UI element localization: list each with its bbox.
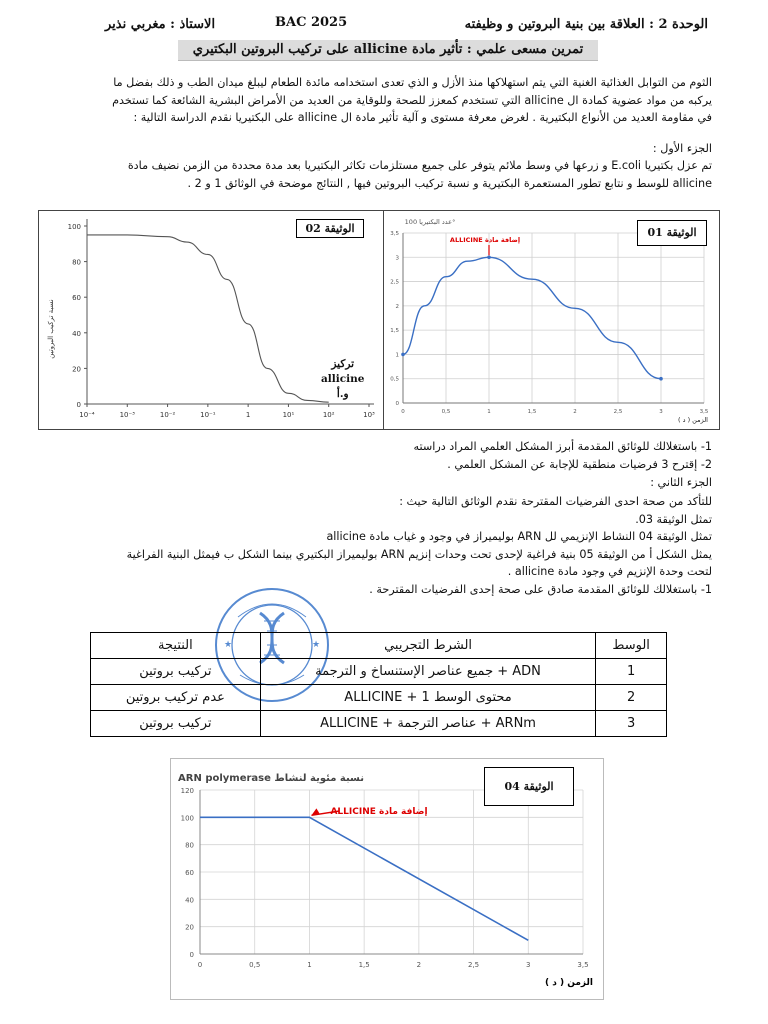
doc02-panel — [38, 210, 385, 430]
doc02-x-axis-label — [321, 357, 364, 402]
cell-result: عدم تركيب بروتين — [91, 685, 261, 711]
doc01-x-axis-label: الزمن ( د ) — [678, 416, 708, 424]
part2-line: للتأكد من صحة احدى الفرضيات المقترحة نقدم الوثائق التالية حيث : — [399, 495, 712, 508]
part1-heading: الجزء الأول : — [652, 142, 712, 155]
part1-line: allicine للوسط و نتابع تطور المستعمرة البكتيرية و نسبة تركيب البروتين فيها , النتائج موضحة في الوثائق 1 و 2 . — [187, 176, 712, 190]
doc04-y-tick-label: 20 — [185, 923, 194, 932]
header-medium: الوسط — [596, 633, 667, 659]
doc04-x-tick-label: 3 — [526, 961, 531, 969]
doc02-xlabel-line: تركيز — [331, 358, 355, 370]
doc04-x-tick-label: 0 — [197, 961, 203, 969]
cell-condition: محتوى الوسط 1 + ALLICINE — [260, 685, 596, 711]
part2-line: تمثل الوثيقة 04 النشاط الإنزيمي لل ARN بوليميراز في وجود و غياب مادة allicine — [326, 530, 712, 543]
header-result: النتيجة — [91, 633, 261, 659]
doc01-y-tick-label: 1 — [395, 352, 399, 359]
bac-year: BAC 2025 — [275, 15, 348, 30]
doc01-y-tick-label: 1,5 — [390, 328, 399, 335]
question-item: 2- إقترح 3 فرضيات منطقية للإجابة عن المشكل العلمي . — [447, 457, 712, 471]
doc04-y-tick-label: 120 — [180, 787, 194, 795]
doc02-y-tick-label: 40 — [72, 329, 81, 338]
doc02-x-tick-label: 10³ — [363, 411, 375, 419]
doc04-annotation: ALLICINE إضافة مادة — [330, 807, 428, 817]
doc04-x-tick-label: 1 — [307, 961, 312, 969]
part1-questions — [212, 438, 712, 473]
cell-medium: 3 — [596, 711, 667, 737]
doc01-y-tick-label: 2,5 — [390, 279, 399, 286]
doc01-y-tick-label: 3 — [395, 255, 399, 262]
doc01-y-tick-label: 3,5 — [390, 231, 399, 237]
doc02-x-tick-label: 10⁻⁴ — [79, 411, 95, 419]
svg-text:★: ★ — [312, 640, 321, 650]
svg-text:★: ★ — [224, 640, 233, 650]
doc04-x-tick-label: 0,5 — [249, 961, 261, 969]
doc02-y-tick-label: 20 — [72, 365, 81, 374]
intro-line: الثوم من التوابل الغذائية الغنية التي يتم استهلاكها منذ الأزل و الذي تعدى استخدامه مائدة الطعام ليبلغ ميدان الطب و ذلك بفضل ما — [113, 76, 712, 89]
doc03-table — [90, 632, 667, 737]
doc01-y-tick-label: 2 — [395, 303, 399, 310]
part2-paragraph — [32, 493, 712, 598]
intro-line: في مقاومة العديد من الأنواع البكتيرية . لغرض معرفة مستوى و آلية تأثير مادة ال allicine على البكتيريا نقدم الدراسة التالية : — [133, 111, 712, 124]
doc01-label: الوثيقة 01 — [637, 220, 707, 246]
doc02-x-tick-label: 10⁻¹ — [200, 411, 216, 419]
doc01-x-tick-label: 1,5 — [527, 409, 537, 415]
intro-line: يركبه من مواد عضوية كمادة ال allicine التي تستخدم كمعزز للصحة وللوقاية من العديد من الأمراض البشرية الشائعة كما تستخدم — [112, 93, 712, 107]
doc04-y-tick-label: 60 — [185, 869, 194, 877]
cell-medium: 2 — [596, 685, 667, 711]
exercise-title: تمرين مسعى علمي : تأثير مادة allicine على تركيب البروتين البكتيري — [178, 40, 598, 61]
part2-heading: الجزء الثاني : — [650, 476, 712, 489]
doc01-x-tick-label: 0 — [401, 409, 405, 415]
doc04-label: الوثيقة 04 — [484, 767, 574, 806]
doc01-data-point — [487, 255, 491, 259]
doc01-x-tick-label: 3 — [659, 409, 663, 415]
table-header-row — [91, 633, 667, 659]
doc04-y-tick-label: 40 — [185, 896, 194, 905]
cell-result: تركيب بروتين — [91, 711, 261, 737]
teacher-name: الاستاذ : مغربي نذير — [105, 17, 216, 32]
doc01-y-tick-label: 0 — [395, 401, 399, 407]
part2-line: يمثل الشكل أ من الوثيقة 05 بنية فراغية لإحدى تحت وحدات إنزيم ARN بوليميراز البكتيري بينما الشكل ب فيمثل البنية الفراغية — [126, 547, 712, 561]
doc01-axes — [403, 233, 704, 403]
cell-condition: ARNm + عناصر الترجمة + ALLICINE — [260, 711, 596, 737]
doc02-x-tick-label: 10¹ — [282, 411, 295, 419]
doc04-y-tick-label: 80 — [185, 841, 194, 850]
doc02-curve — [87, 235, 329, 402]
doc02-xlabel-line: و.أ — [336, 388, 349, 400]
doc01-y-axis-label: عدد البكتيريا 100° — [404, 218, 456, 226]
doc02-x-tick-label: 10⁻² — [159, 411, 176, 419]
doc02-label: الوثيقة 02 — [296, 219, 364, 238]
unit-title: الوحدة 2 : العلاقة بين بنية البروتين و وظيفته — [464, 17, 708, 32]
doc04-x-tick-label: 2 — [416, 961, 422, 969]
doc01-x-tick-label: 3,5 — [699, 409, 709, 415]
header-condition: الشرط التجريبي — [260, 633, 596, 659]
doc01-grid — [403, 233, 704, 403]
doc04-x-tick-label: 1,5 — [358, 961, 370, 969]
doc04-y-tick-label: 0 — [189, 951, 194, 959]
doc02-x-tick-label: 10² — [322, 411, 335, 419]
doc03-table-wrap — [90, 632, 667, 737]
doc04-x-axis-label: الزمن ( د ) — [545, 978, 593, 988]
table-row — [91, 711, 667, 737]
question-item: 1- باستغلالك للوثائق المقدمة أبرز المشكل العلمي المراد دراسته — [413, 440, 712, 453]
doc04-x-tick-label: 3,5 — [577, 961, 589, 969]
doc02-xlabel-line: allicine — [321, 373, 365, 385]
doc02-y-tick-label: 0 — [76, 401, 81, 409]
doc01-panel — [383, 210, 720, 430]
doc01-x-tick-label: 2 — [573, 409, 577, 415]
part1-paragraph — [32, 157, 712, 192]
intro-paragraph — [52, 74, 712, 127]
doc04-panel — [170, 758, 604, 1000]
part1-line: تم عزل بكتيريا E.coli و زرعها في وسط ملائم يتوفر على جميع مستلزمات تكاثر البكتيريا بعد مدة محددة من الزمن نضيف مادة — [127, 159, 712, 172]
part2-line: لتحت وحدة الإنزيم في وجود مادة allicine . — [507, 565, 712, 578]
doc04-y-tick-label: 100 — [180, 814, 194, 823]
table-row — [91, 659, 667, 685]
doc01-data-point — [659, 377, 663, 381]
doc01-x-tick-label: 0,5 — [441, 409, 451, 415]
doc02-x-tick-label: 10⁻³ — [119, 411, 135, 419]
cell-condition: ADN + جميع عناصر الإستنساخ و الترجمة — [260, 659, 596, 685]
doc02-y-axis-label: نسبة تركيب البروتين — [47, 299, 55, 359]
doc01-x-tick-label: 1 — [487, 409, 491, 415]
doc02-x-tick-label: 1 — [245, 411, 251, 419]
cell-result: تركيب بروتين — [91, 659, 261, 685]
doc02-y-tick-label: 60 — [72, 294, 81, 303]
doc01-data-point — [401, 353, 405, 357]
part2-line: تمثل الوثيقة 03. — [635, 512, 712, 526]
doc04-y-axis-label: ARN polymerase نسبة مئوية لنشاط — [178, 773, 364, 784]
doc02-y-tick-label: 100 — [67, 223, 81, 231]
doc01-y-tick-label: 0,5 — [390, 376, 399, 383]
cell-medium: 1 — [596, 659, 667, 685]
doc01-x-tick-label: 2,5 — [613, 409, 623, 415]
doc04-x-tick-label: 2,5 — [468, 961, 480, 969]
table-row — [91, 685, 667, 711]
doc01-annotation: ALLICINE إضافة مادة — [449, 236, 521, 244]
doc02-y-tick-label: 80 — [72, 258, 81, 267]
part2-question: 1- باستغلالك للوثائق المقدمة صادق على صحة إحدى الفرضيات المقترحة . — [369, 582, 712, 596]
